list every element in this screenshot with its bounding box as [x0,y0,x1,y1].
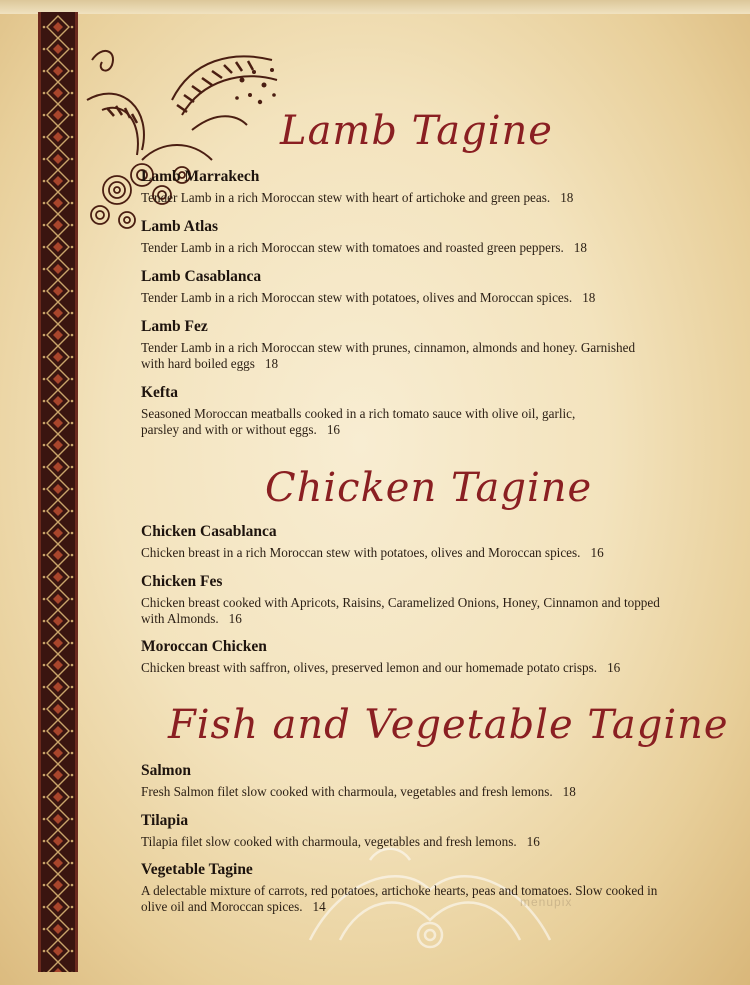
menu-item-price: 18 [573,240,587,255]
watermark: menupix [520,895,573,909]
menu-item-price: 16 [526,834,540,849]
menu-item-price: 18 [562,784,576,799]
menu-item-name: Lamb Marrakech [141,168,260,185]
menu-item-desc: Chicken breast cooked with Apricots, Raisins, Caramelized Onions, Honey, Cinnamon and topped with Almonds. 16 [141,595,660,626]
menu-item-price: 16 [607,660,621,675]
menu-item-price: 16 [590,545,604,560]
menu-item-desc: Tender Lamb in a rich Moroccan stew with prunes, cinnamon, almonds and honey. Garnished with hard boiled eggs 18 [141,340,636,371]
menu-item-name: Chicken Casablanca [141,523,277,540]
menu-item-desc: Tilapia filet slow cooked with charmoula, vegetables and fresh lemons. 16 [141,834,540,849]
menu-item-name: Vegetable Tagine [141,861,253,878]
menu-item-desc: Tender Lamb in a rich Moroccan stew with heart of artichoke and green peas. 18 [141,190,574,205]
menu-item-name: Chicken Fes [141,573,223,590]
menu-item-name: Lamb Atlas [141,218,219,235]
menu-item-price: 14 [312,899,326,914]
border-pattern-icon [38,12,78,972]
menu-item-price: 18 [582,290,596,305]
section-title-fish-vegetable: Fish and Vegetable Tagine [168,702,729,748]
menu-item-name: Salmon [141,762,191,779]
menu-item-name: Lamb Fez [141,318,208,335]
menu-item-name: Tilapia [141,812,189,829]
menu-item-price: 18 [264,356,279,371]
menu-item-price: 18 [560,190,574,205]
menu-item-desc: A delectable mixture of carrots, red potatoes, artichoke hearts, peas and tomatoes. Slow cooked in olive oil and Moroccan spices. 14 [141,883,658,914]
menu-item-price: 16 [326,422,340,437]
menu-item-name: Moroccan Chicken [141,638,267,655]
menu-item-desc: Chicken breast with saffron, olives, preserved lemon and our homemade potato crisps. 16 [141,660,621,675]
henna-flourish-icon [82,40,292,240]
menu-item-desc: Fresh Salmon filet slow cooked with charmoula, vegetables and fresh lemons. 18 [141,784,576,799]
menu-item-desc: Tender Lamb in a rich Moroccan stew with tomatoes and roasted green peppers. 18 [141,240,587,255]
section-title-lamb: Lamb Tagine [280,108,553,154]
menu-item-name: Kefta [141,384,179,401]
menu-item-desc: Chicken breast in a rich Moroccan stew with potatoes, olives and Moroccan spices. 16 [141,545,604,560]
section-title-chicken: Chicken Tagine [265,465,593,511]
menu-item-desc: Seasoned Moroccan meatballs cooked in a rich tomato sauce with olive oil, garlic, parsley and with or without eggs. 16 [141,406,576,437]
page-top-edge [0,0,750,14]
menu-item-name: Lamb Casablanca [141,268,262,285]
menu-item-price: 16 [228,611,242,626]
menu-item-desc: Tender Lamb in a rich Moroccan stew with potatoes, olives and Moroccan spices. 18 [141,290,596,305]
